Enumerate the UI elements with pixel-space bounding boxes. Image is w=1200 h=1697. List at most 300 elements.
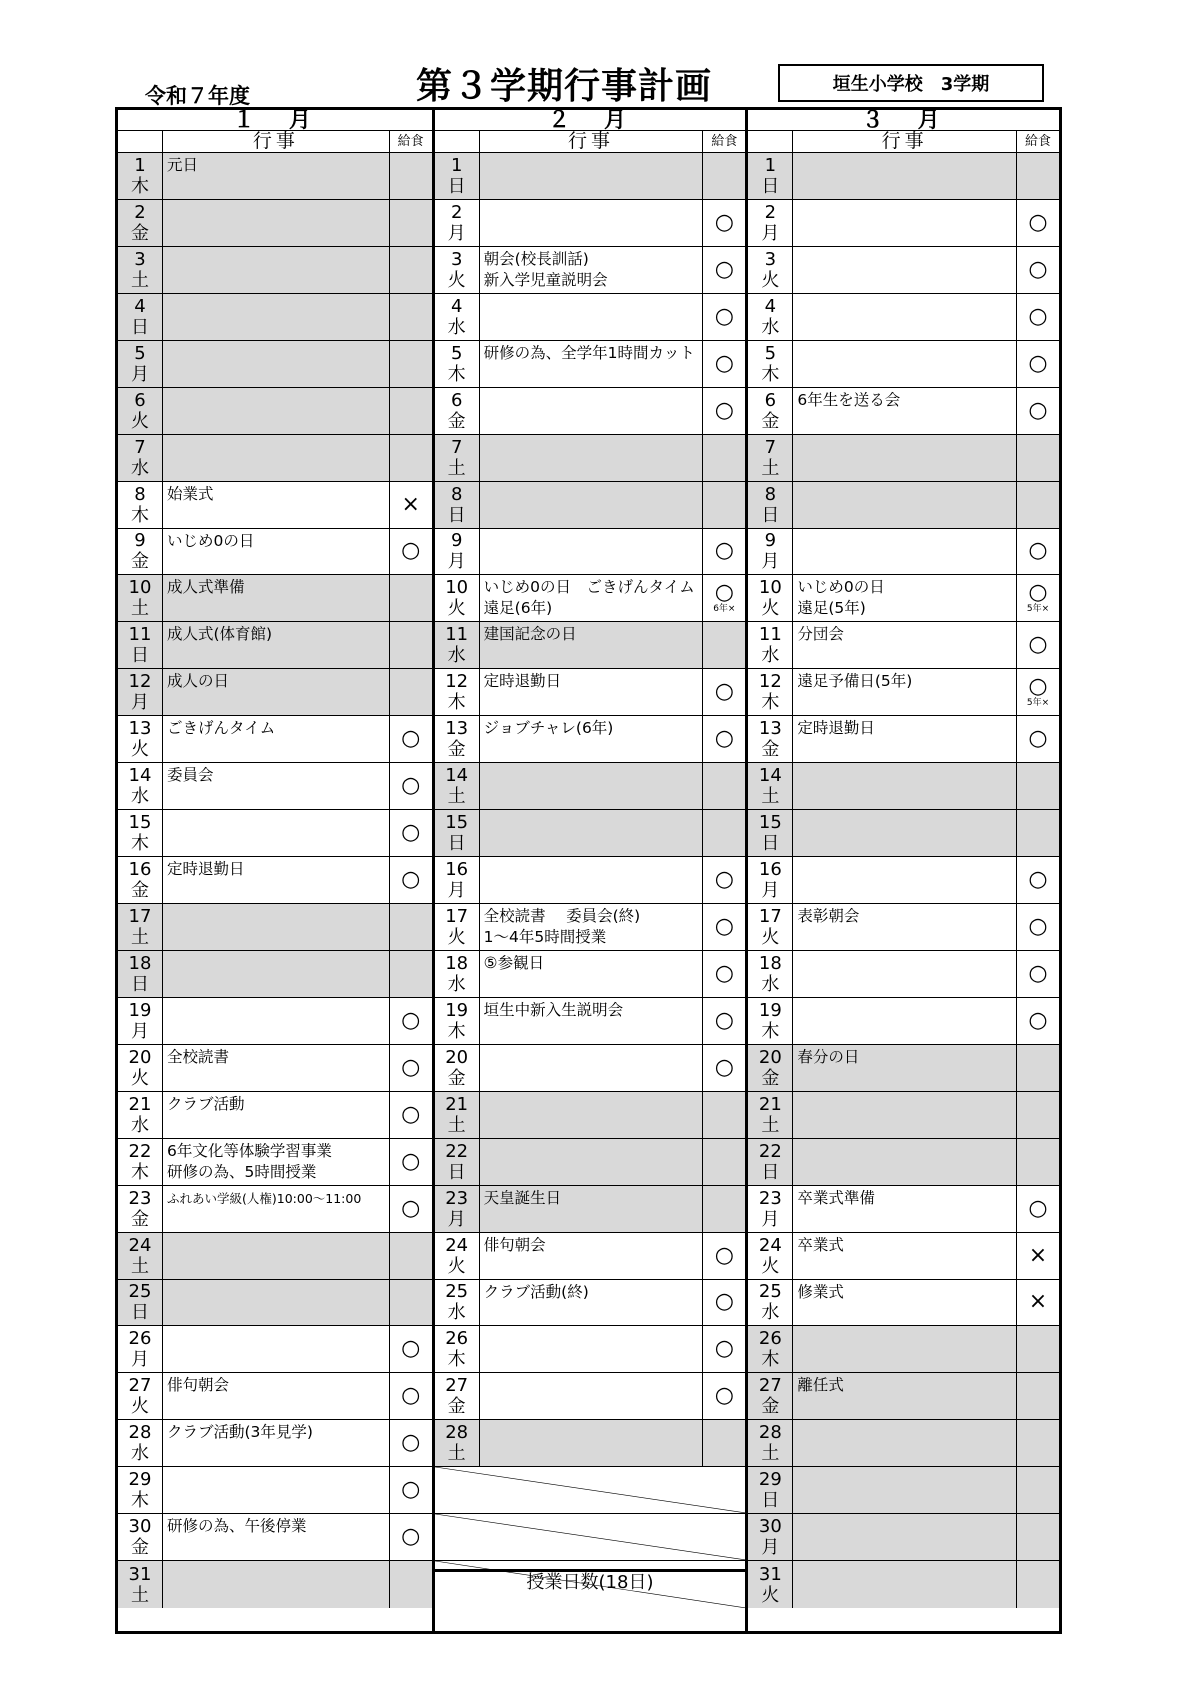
event-text: 6年文化等体験学習事業 <box>167 1141 332 1160</box>
day-row <box>118 622 432 669</box>
lunch-cell <box>703 998 745 1044</box>
event-text-line2: 遠足(5年) <box>797 599 866 618</box>
lunch-mark: ○ <box>1028 726 1048 752</box>
event-text: いじめ0の日 ごきげんタイム <box>483 578 695 597</box>
event-cell <box>480 341 704 387</box>
class-days-total: 授業日数(18日) <box>435 1569 746 1631</box>
day-row <box>118 1186 432 1233</box>
lunch-mark: ○ <box>714 256 734 282</box>
event-cell <box>163 857 390 903</box>
weekday: 金 <box>761 410 780 432</box>
event-cell <box>163 1092 390 1138</box>
lunch-mark: ○ <box>1028 303 1048 329</box>
event-cell <box>163 575 390 621</box>
day-number: 1 <box>450 154 463 176</box>
date-cell <box>748 622 793 668</box>
weekday: 金 <box>131 1208 149 1230</box>
event-text: ごきげんタイム <box>167 719 276 738</box>
date-cell <box>118 575 163 621</box>
event-cell <box>480 1280 704 1326</box>
date-cell <box>435 951 480 997</box>
day-number: 5 <box>764 342 777 364</box>
lunch-cell <box>390 1233 432 1279</box>
strike-line <box>435 1467 746 1513</box>
day-row <box>435 529 746 576</box>
lunch-cell <box>390 1326 432 1372</box>
weekday: 日 <box>761 175 780 197</box>
date-cell <box>435 1326 480 1372</box>
date-cell <box>748 998 793 1044</box>
lunch-cell <box>1017 1467 1059 1513</box>
strike-line <box>435 1514 746 1560</box>
weekday: 水 <box>447 316 466 338</box>
date-cell <box>435 1045 480 1091</box>
weekday: 土 <box>761 786 780 808</box>
day-row <box>748 1514 1059 1561</box>
day-number: 27 <box>445 1375 469 1397</box>
event-cell <box>480 904 704 950</box>
date-cell <box>748 904 793 950</box>
day-number: 22 <box>445 1140 469 1162</box>
day-number: 18 <box>128 952 152 974</box>
date-cell <box>435 1139 480 1185</box>
day-row <box>435 1045 746 1092</box>
day-number: 16 <box>445 859 469 881</box>
lunch-note: 5年× <box>1026 698 1050 709</box>
lunch-cell <box>390 1280 432 1326</box>
event-text: 始業式 <box>167 484 214 503</box>
day-number: 27 <box>758 1375 782 1397</box>
day-row <box>748 435 1059 482</box>
weekday: 月 <box>131 692 149 714</box>
event-text-line2: 研修の為、5時間授業 <box>167 1162 317 1181</box>
weekday: 土 <box>131 1255 149 1277</box>
day-row <box>118 247 432 294</box>
lunch-cell <box>390 575 432 621</box>
date-cell <box>748 669 793 715</box>
event-cell <box>793 200 1017 246</box>
day-number: 8 <box>134 483 146 505</box>
day-number: 13 <box>758 718 782 740</box>
lunch-mark: ○ <box>714 1336 734 1362</box>
day-row <box>118 1233 432 1280</box>
weekday: 月 <box>447 222 466 244</box>
event-cell <box>480 622 704 668</box>
unused-row <box>435 1467 746 1514</box>
weekday: 火 <box>447 598 466 620</box>
event-cell <box>793 622 1017 668</box>
event-cell <box>163 200 390 246</box>
day-row <box>435 857 746 904</box>
weekday: 木 <box>131 175 149 197</box>
weekday: 土 <box>131 598 149 620</box>
date-cell <box>748 1092 793 1138</box>
weekday: 月 <box>447 880 466 902</box>
date-cell <box>435 857 480 903</box>
weekday: 火 <box>761 598 780 620</box>
day-row <box>748 247 1059 294</box>
lunch-mark: ○ <box>401 1383 421 1409</box>
event-cell <box>163 904 390 950</box>
day-row <box>118 716 432 763</box>
lunch-cell <box>1017 1139 1059 1185</box>
lunch-mark: ○ <box>714 1242 734 1268</box>
day-number: 30 <box>758 1516 782 1538</box>
lunch-mark: ○ <box>714 397 734 423</box>
weekday: 日 <box>131 316 149 338</box>
day-number: 22 <box>758 1140 782 1162</box>
date-cell <box>118 1420 163 1466</box>
event-cell <box>480 153 704 199</box>
event-cell <box>793 1092 1017 1138</box>
event-cell <box>480 294 704 340</box>
event-text-line2: 新入学児童説明会 <box>483 270 608 289</box>
event-cell <box>793 247 1017 293</box>
weekday: 土 <box>447 457 466 479</box>
lunch-cell <box>390 998 432 1044</box>
lunch-mark: ○ <box>714 303 734 329</box>
day-number: 18 <box>445 952 469 974</box>
weekday: 木 <box>761 363 780 385</box>
lunch-cell <box>390 1373 432 1419</box>
event-text: 垣生中新入生説明会 <box>483 1000 624 1019</box>
date-cell <box>118 810 163 856</box>
day-row <box>435 669 746 716</box>
event-text: 表彰朝会 <box>797 907 860 925</box>
event-cell <box>793 1561 1017 1608</box>
lunch-cell <box>390 1467 432 1513</box>
weekday: 火 <box>131 410 149 432</box>
weekday: 火 <box>131 739 149 761</box>
day-row <box>118 1420 432 1467</box>
date-cell <box>435 388 480 434</box>
lunch-cell <box>703 669 745 715</box>
day-number: 15 <box>758 812 782 834</box>
day-number: 31 <box>128 1563 152 1585</box>
day-number: 8 <box>450 483 463 505</box>
lunch-cell <box>390 1420 432 1466</box>
lunch-cell <box>1017 998 1059 1044</box>
weekday: 金 <box>447 739 466 761</box>
unused-row <box>435 1514 746 1561</box>
weekday: 金 <box>761 739 780 761</box>
weekday: 土 <box>447 1443 466 1465</box>
day-row <box>435 1186 746 1233</box>
event-text: 全校読書 <box>167 1047 230 1066</box>
lunch-cell <box>1017 951 1059 997</box>
weekday: 月 <box>447 551 466 573</box>
event-cell <box>480 716 704 762</box>
day-row <box>118 294 432 341</box>
event-cell <box>480 1092 704 1138</box>
lunch-mark: ○ <box>714 580 734 606</box>
day-number: 9 <box>450 530 463 552</box>
lunch-cell <box>1017 857 1059 903</box>
event-cell <box>480 669 704 715</box>
weekday: 木 <box>131 1161 149 1183</box>
day-number: 16 <box>128 859 152 881</box>
date-cell <box>118 857 163 903</box>
day-row <box>748 904 1059 951</box>
weekday: 木 <box>761 692 780 714</box>
day-row <box>748 669 1059 716</box>
weekday: 木 <box>131 504 149 526</box>
lunch-mark: ○ <box>401 1054 421 1080</box>
lunch-cell <box>1017 200 1059 246</box>
day-row <box>748 998 1059 1045</box>
event-text: 元日 <box>167 156 199 174</box>
month-column <box>745 110 1059 1631</box>
day-number: 18 <box>758 952 782 974</box>
event-text: 修業式 <box>797 1282 844 1301</box>
day-number: 23 <box>758 1187 782 1209</box>
weekday: 金 <box>131 1537 149 1559</box>
date-cell <box>748 153 793 199</box>
event-text: いじめ0の日 <box>797 578 885 597</box>
day-number: 23 <box>128 1187 152 1209</box>
lunch-cell <box>1017 294 1059 340</box>
weekday: 金 <box>131 880 149 902</box>
date-cell <box>748 1514 793 1560</box>
date-cell <box>435 247 480 293</box>
lunch-cell <box>390 482 432 528</box>
day-number: 7 <box>764 436 777 458</box>
day-number: 14 <box>128 765 152 787</box>
event-cell <box>163 1139 390 1185</box>
event-text: 朝会(校長訓話) <box>483 249 589 268</box>
lunch-mark: ○ <box>714 209 734 235</box>
lunch-cell <box>703 153 745 199</box>
day-number: 14 <box>758 765 782 787</box>
day-row <box>118 810 432 857</box>
day-number: 31 <box>758 1563 782 1585</box>
day-number: 16 <box>758 859 782 881</box>
lunch-cell <box>1017 153 1059 199</box>
event-cell <box>163 247 390 293</box>
event-cell <box>163 810 390 856</box>
date-cell <box>748 529 793 575</box>
event-text: 定時退勤日 <box>797 719 875 738</box>
date-cell <box>118 1233 163 1279</box>
day-number: 28 <box>445 1422 469 1444</box>
lunch-cell <box>1017 1186 1059 1232</box>
day-number: 6 <box>764 389 777 411</box>
day-number: 28 <box>128 1422 152 1444</box>
lunch-mark: ○ <box>401 1148 421 1174</box>
day-row <box>748 1561 1059 1608</box>
date-cell <box>118 1186 163 1232</box>
event-cell <box>163 763 390 809</box>
lunch-cell <box>703 904 745 950</box>
date-column-header <box>435 131 480 152</box>
day-number: 21 <box>128 1093 152 1115</box>
day-row <box>118 998 432 1045</box>
lunch-cell <box>390 294 432 340</box>
weekday: 木 <box>131 833 149 855</box>
date-cell <box>435 1420 480 1466</box>
lunch-cell <box>703 1373 745 1419</box>
day-number: 20 <box>758 1046 782 1068</box>
event-cell <box>480 810 704 856</box>
day-row <box>118 1467 432 1514</box>
event-cell <box>480 247 704 293</box>
event-cell <box>480 1139 704 1185</box>
event-cell <box>163 1233 390 1279</box>
event-cell <box>163 1467 390 1513</box>
day-number: 7 <box>134 436 146 458</box>
column-header-row <box>435 131 746 153</box>
event-cell <box>163 529 390 575</box>
event-text: 卒業式準備 <box>797 1188 875 1207</box>
lunch-cell <box>703 1280 745 1326</box>
weekday: 水 <box>761 1302 780 1324</box>
date-cell <box>435 341 480 387</box>
event-cell <box>480 857 704 903</box>
lunch-cell <box>1017 1233 1059 1279</box>
weekday: 土 <box>761 1443 780 1465</box>
fiscal-year-label: 令和７年度 <box>145 84 250 108</box>
event-cell <box>163 716 390 762</box>
weekday: 水 <box>131 786 149 808</box>
lunch-mark: ○ <box>401 867 421 893</box>
lunch-cell <box>1017 669 1059 715</box>
lunch-mark: ○ <box>1028 632 1048 658</box>
event-cell <box>793 1233 1017 1279</box>
lunch-mark: ○ <box>1028 674 1048 700</box>
event-text: 天皇誕生日 <box>483 1188 562 1207</box>
month-header: ２ 月 <box>435 110 746 131</box>
date-cell <box>118 529 163 575</box>
lunch-cell <box>703 622 745 668</box>
day-row <box>118 669 432 716</box>
lunch-cell <box>1017 575 1059 621</box>
weekday: 月 <box>131 1349 149 1371</box>
day-row <box>118 388 432 435</box>
date-cell <box>435 998 480 1044</box>
date-cell <box>435 575 480 621</box>
lunch-mark: ○ <box>401 1101 421 1127</box>
event-text: 俳句朝会 <box>483 1235 546 1254</box>
lunch-cell <box>1017 763 1059 809</box>
day-row <box>435 1139 746 1186</box>
event-cell <box>793 669 1017 715</box>
day-number: 4 <box>134 295 146 317</box>
lunch-cell <box>1017 482 1059 528</box>
day-row <box>748 1326 1059 1373</box>
weekday: 木 <box>761 1020 780 1042</box>
weekday: 木 <box>447 363 466 385</box>
lunch-cell <box>1017 341 1059 387</box>
event-text: 成人の日 <box>167 672 230 691</box>
weekday: 日 <box>131 973 149 995</box>
day-row <box>118 482 432 529</box>
date-cell <box>435 294 480 340</box>
event-text: 遠足予備日(5年) <box>797 672 913 691</box>
weekday: 日 <box>447 1161 466 1183</box>
date-cell <box>118 247 163 293</box>
lunch-cell <box>703 247 745 293</box>
day-number: 1 <box>134 154 146 176</box>
event-cell <box>480 1420 704 1466</box>
lunch-mark: ○ <box>1028 538 1048 564</box>
event-cell <box>163 294 390 340</box>
day-number: 4 <box>450 295 463 317</box>
lunch-cell <box>390 1186 432 1232</box>
day-row <box>748 388 1059 435</box>
event-text: 成人式準備 <box>167 578 245 597</box>
day-number: 21 <box>758 1093 782 1115</box>
day-row <box>748 763 1059 810</box>
lunch-cell <box>703 716 745 762</box>
lunch-mark: ○ <box>401 726 421 752</box>
weekday: 日 <box>761 1490 780 1512</box>
event-cell <box>163 998 390 1044</box>
day-number: 11 <box>128 624 152 646</box>
date-cell <box>435 1092 480 1138</box>
event-cell <box>793 575 1017 621</box>
event-cell <box>163 435 390 481</box>
day-row <box>435 1280 746 1327</box>
date-cell <box>748 388 793 434</box>
date-cell <box>748 1045 793 1091</box>
event-cell <box>480 1233 704 1279</box>
day-row <box>435 341 746 388</box>
event-cell <box>793 1420 1017 1466</box>
lunch-mark: ○ <box>401 1477 421 1503</box>
day-number: 15 <box>445 812 469 834</box>
date-cell <box>118 1467 163 1513</box>
weekday: 水 <box>761 645 780 667</box>
weekday: 金 <box>447 1396 466 1418</box>
day-number: 8 <box>764 483 777 505</box>
event-cell <box>480 1186 704 1232</box>
day-number: 14 <box>445 765 469 787</box>
weekday: 水 <box>447 645 466 667</box>
day-row <box>435 763 746 810</box>
lunch-mark: ○ <box>714 960 734 986</box>
day-number: 24 <box>758 1234 782 1256</box>
event-cell <box>480 1326 704 1372</box>
event-text: 全校読書 委員会(終) <box>483 907 641 925</box>
month-column <box>432 110 746 1631</box>
date-cell <box>435 435 480 481</box>
day-row <box>118 763 432 810</box>
day-number: 13 <box>445 718 469 740</box>
month-header: １ 月 <box>118 110 432 131</box>
weekday: 水 <box>131 1114 149 1136</box>
weekday: 木 <box>447 1020 466 1042</box>
page-title: 第３学期行事計画 <box>416 66 713 107</box>
date-cell <box>748 1280 793 1326</box>
date-cell <box>748 341 793 387</box>
event-text: 定時退勤日 <box>483 672 562 691</box>
strike-line <box>435 1561 746 1608</box>
lunch-mark: ○ <box>714 1007 734 1033</box>
day-number: 7 <box>450 436 463 458</box>
day-row <box>435 1092 746 1139</box>
event-cell <box>793 435 1017 481</box>
event-cell <box>163 1186 390 1232</box>
weekday: 土 <box>131 269 149 291</box>
lunch-cell <box>1017 1045 1059 1091</box>
lunch-mark: ○ <box>714 913 734 939</box>
weekday: 土 <box>761 1114 780 1136</box>
date-cell <box>118 1045 163 1091</box>
event-cell <box>480 575 704 621</box>
weekday: 月 <box>761 222 780 244</box>
day-number: 4 <box>764 295 777 317</box>
weekday: 土 <box>447 1114 466 1136</box>
